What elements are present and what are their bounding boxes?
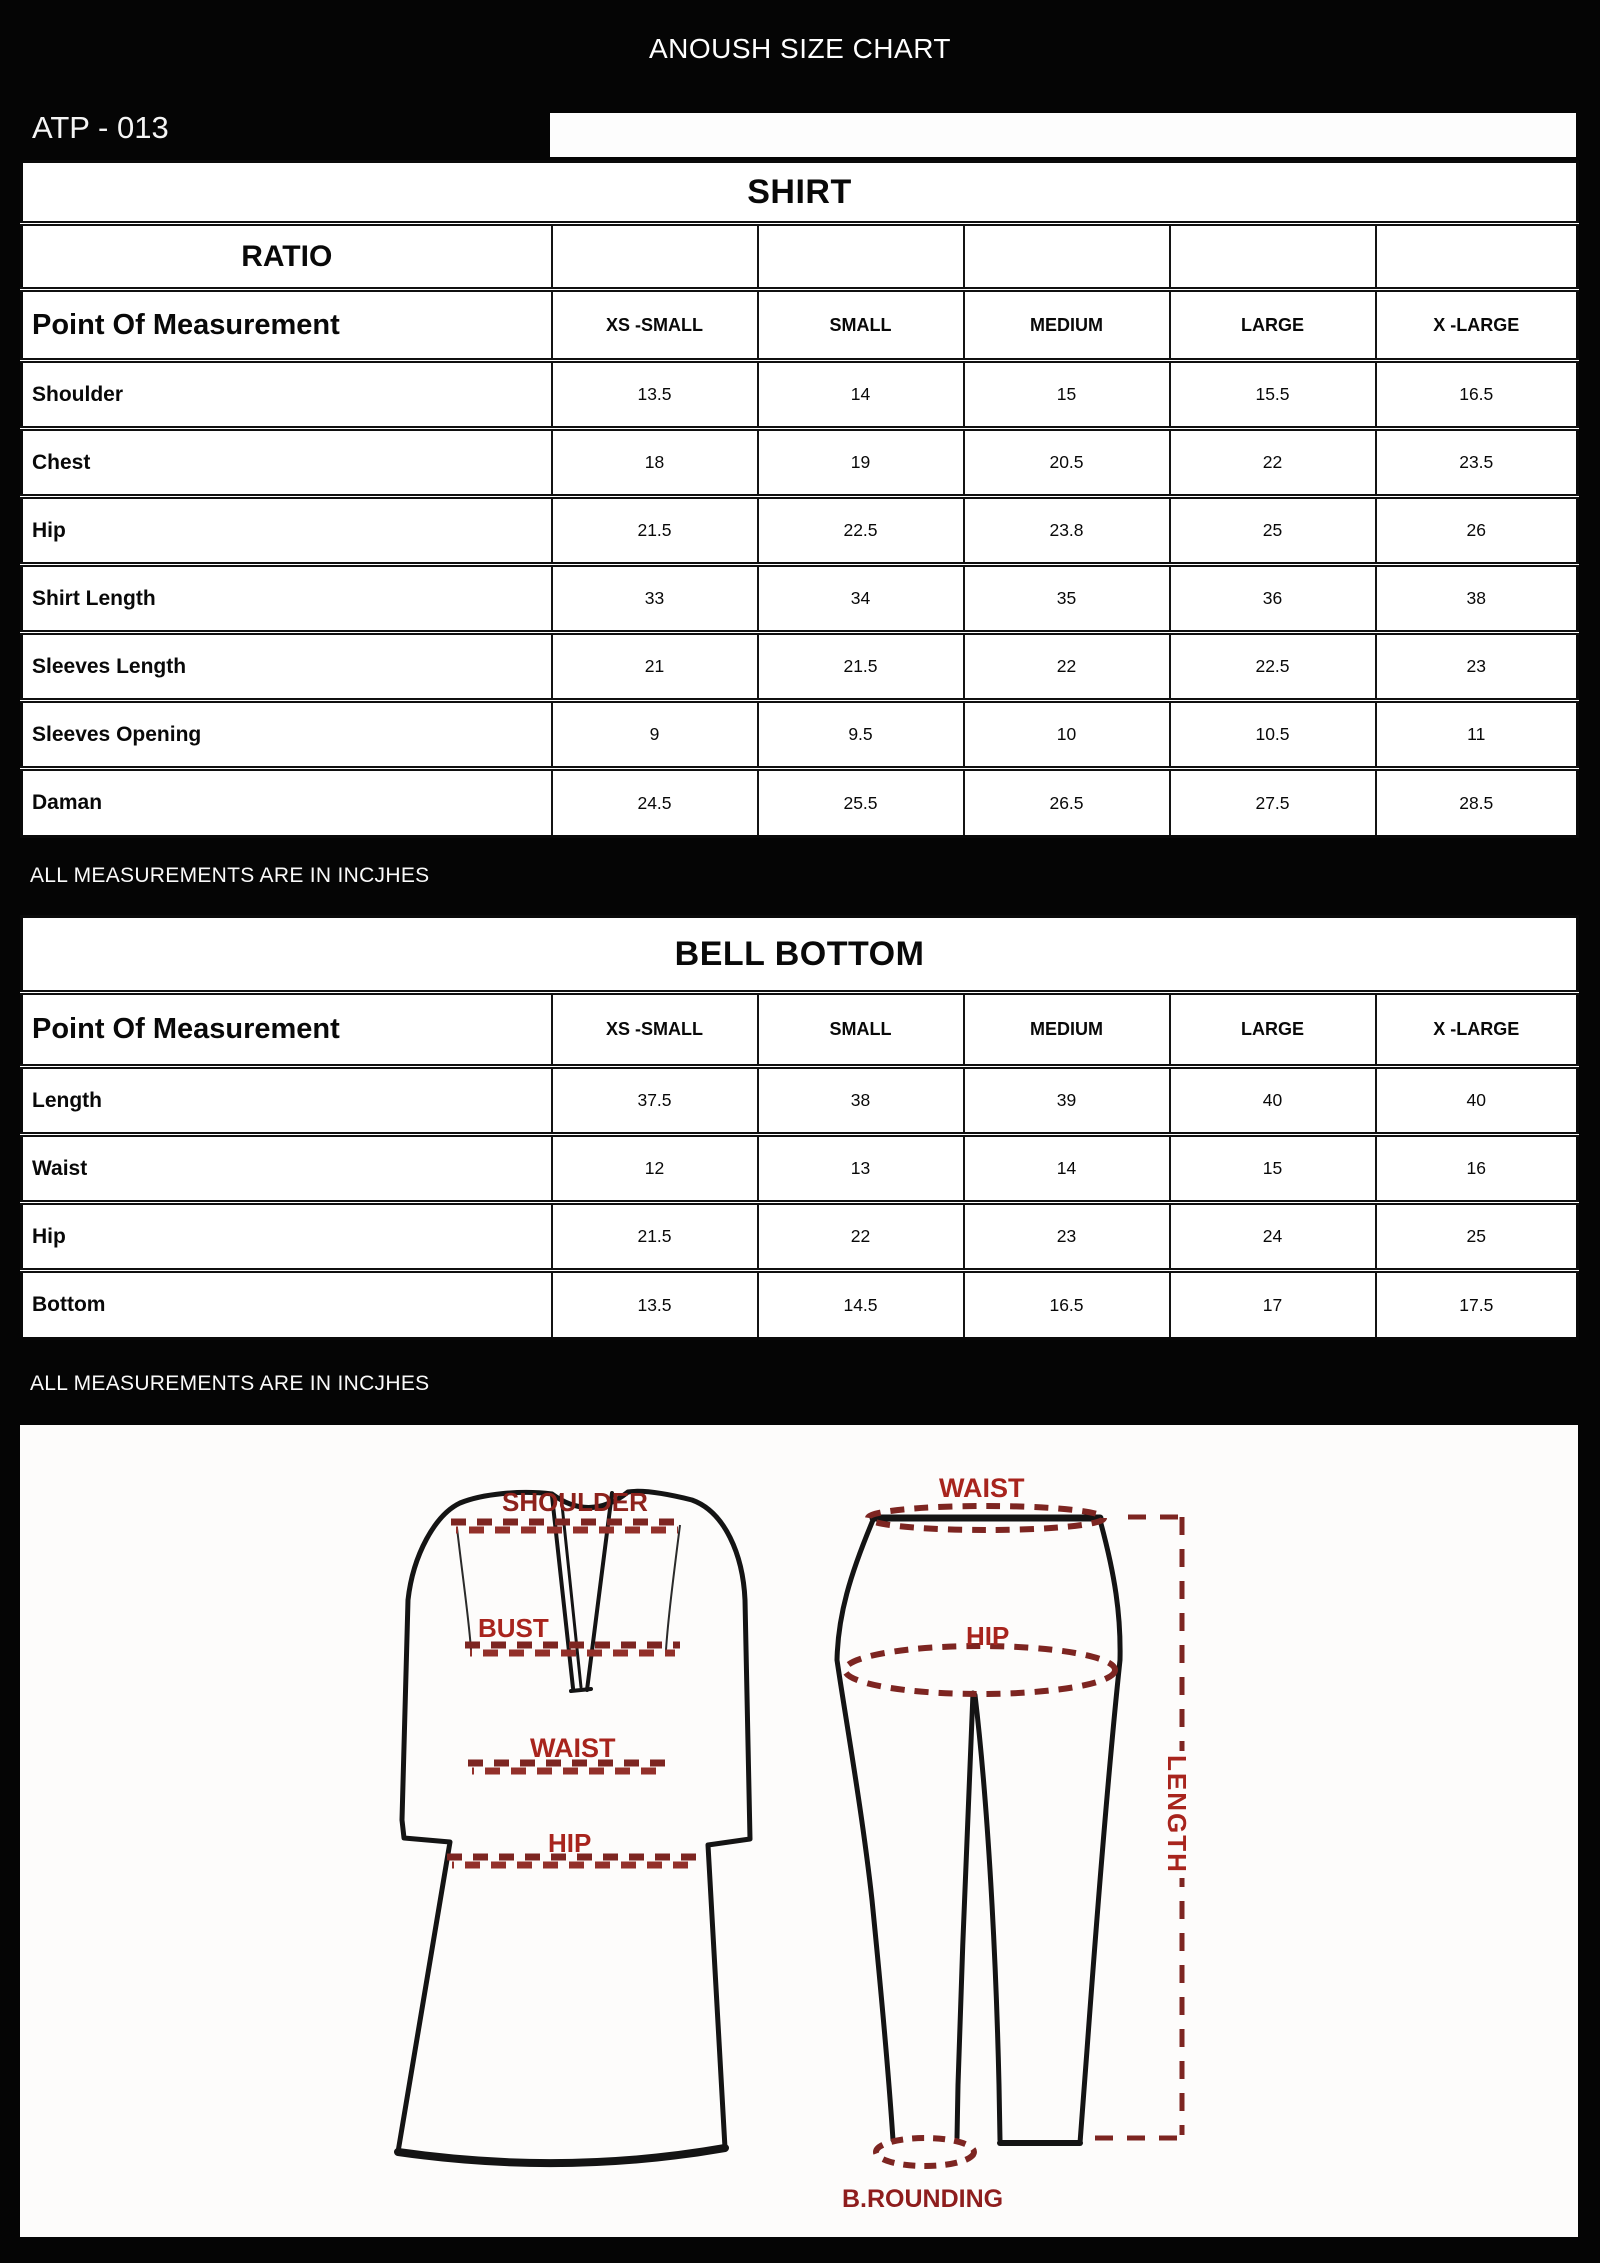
row-label: Bottom <box>22 1271 552 1339</box>
cell: 35 <box>964 565 1170 633</box>
ratio-row <box>22 224 1578 290</box>
cell: 12 <box>552 1135 758 1203</box>
cell: 15 <box>1170 1135 1376 1203</box>
cell: 38 <box>1376 565 1578 633</box>
bell-pom-label: Point Of Measurement <box>22 993 552 1067</box>
row-label: Daman <box>22 769 552 837</box>
shirt-size-table <box>20 160 1579 838</box>
row-label: Sleeves Length <box>22 633 552 701</box>
hip-pants-measure-label: HIP <box>966 1621 1010 1651</box>
cell: 21 <box>552 633 758 701</box>
cell: 9.5 <box>758 701 964 769</box>
size-header-xs: XS -SMALL <box>552 290 758 361</box>
cell: 13.5 <box>552 1271 758 1339</box>
cell: 22.5 <box>758 497 964 565</box>
shirt-pom-label: Point Of Measurement <box>22 290 552 361</box>
garment-measurement-illustration <box>20 1425 1578 2237</box>
bell-header-row <box>22 993 1578 1067</box>
measurement-note-bell: ALL MEASUREMENTS ARE IN INCJHES <box>30 1372 430 1395</box>
shirt-title: SHIRT <box>747 172 852 211</box>
size-header-s: SMALL <box>758 993 964 1067</box>
cell: 25 <box>1376 1203 1578 1271</box>
table-row <box>22 701 1578 769</box>
cell: 25 <box>1170 497 1376 565</box>
cell: 14 <box>758 361 964 429</box>
waist-shirt-measure-label: WAIST <box>530 1733 616 1763</box>
cell: 13 <box>758 1135 964 1203</box>
size-header-xs: XS -SMALL <box>552 993 758 1067</box>
cell: 21.5 <box>552 497 758 565</box>
cell: 34 <box>758 565 964 633</box>
table-row <box>22 497 1578 565</box>
cell: 16 <box>1376 1135 1578 1203</box>
cell: 15.5 <box>1170 361 1376 429</box>
cell: 36 <box>1170 565 1376 633</box>
b-rounding-measure-label: B.ROUNDING <box>842 2185 1004 2213</box>
cell: 22 <box>1170 429 1376 497</box>
cell: 40 <box>1170 1067 1376 1135</box>
cell: 37.5 <box>552 1067 758 1135</box>
cell: 17 <box>1170 1271 1376 1339</box>
kurta-measure-dashes <box>447 1522 697 1865</box>
cell: 15 <box>964 361 1170 429</box>
size-header-s: SMALL <box>758 290 964 361</box>
size-header-l: LARGE <box>1170 290 1376 361</box>
cell: 39 <box>964 1067 1170 1135</box>
cell: 26 <box>1376 497 1578 565</box>
row-label: Shoulder <box>22 361 552 429</box>
cell: 10.5 <box>1170 701 1376 769</box>
row-label: Shirt Length <box>22 565 552 633</box>
cell: 20.5 <box>964 429 1170 497</box>
cell: 38 <box>758 1067 964 1135</box>
cell: 26.5 <box>964 769 1170 837</box>
row-label: Hip <box>22 497 552 565</box>
ratio-label: RATIO <box>22 224 552 290</box>
cell: 19 <box>758 429 964 497</box>
cell: 24.5 <box>552 769 758 837</box>
cell: 21.5 <box>552 1203 758 1271</box>
cell: 23.5 <box>1376 429 1578 497</box>
cell: 23 <box>964 1203 1170 1271</box>
table-row <box>22 1203 1578 1271</box>
cell: 13.5 <box>552 361 758 429</box>
cell: 24 <box>1170 1203 1376 1271</box>
header-blank-box <box>550 113 1576 157</box>
cell: 18 <box>552 429 758 497</box>
cell: 40 <box>1376 1067 1578 1135</box>
shoulder-measure-label: SHOULDER <box>502 1487 648 1517</box>
cell: 17.5 <box>1376 1271 1578 1339</box>
row-label: Length <box>22 1067 552 1135</box>
measurement-diagram-panel <box>20 1425 1578 2237</box>
table-row <box>22 1271 1578 1339</box>
cell: 21.5 <box>758 633 964 701</box>
cell: 25.5 <box>758 769 964 837</box>
size-header-xl: X -LARGE <box>1376 993 1578 1067</box>
cell: 28.5 <box>1376 769 1578 837</box>
size-header-m: MEDIUM <box>964 290 1170 361</box>
bust-measure-label: BUST <box>478 1613 549 1643</box>
bell-bottom-size-table <box>20 915 1579 1340</box>
bell-title-row <box>22 917 1578 993</box>
cell: 22 <box>758 1203 964 1271</box>
cell: 22.5 <box>1170 633 1376 701</box>
shirt-title-row <box>22 162 1578 224</box>
cell: 11 <box>1376 701 1578 769</box>
pants-outline <box>837 1518 1120 2143</box>
length-measure-label: LENGTH <box>1162 1751 1192 1878</box>
cell: 14 <box>964 1135 1170 1203</box>
shirt-header-row <box>22 290 1578 361</box>
hip-shirt-measure-label: HIP <box>548 1828 592 1858</box>
cell: 10 <box>964 701 1170 769</box>
size-header-m: MEDIUM <box>964 993 1170 1067</box>
cell: 16.5 <box>964 1271 1170 1339</box>
cell: 14.5 <box>758 1271 964 1339</box>
cell: 23 <box>1376 633 1578 701</box>
cell: 27.5 <box>1170 769 1376 837</box>
waist-pants-measure-label: WAIST <box>939 1473 1025 1503</box>
size-header-l: LARGE <box>1170 993 1376 1067</box>
cell: 23.8 <box>964 497 1170 565</box>
cell: 33 <box>552 565 758 633</box>
cell: 22 <box>964 633 1170 701</box>
bell-title: BELL BOTTOM <box>674 934 925 973</box>
table-row <box>22 769 1578 837</box>
table-row <box>22 361 1578 429</box>
row-label: Waist <box>22 1135 552 1203</box>
table-row <box>22 565 1578 633</box>
table-row <box>22 1135 1578 1203</box>
row-label: Hip <box>22 1203 552 1271</box>
style-code: ATP - 013 <box>32 110 169 145</box>
pants-measure-dashes <box>845 1506 1182 2166</box>
size-header-xl: X -LARGE <box>1376 290 1578 361</box>
cell: 16.5 <box>1376 361 1578 429</box>
cell: 9 <box>552 701 758 769</box>
table-row <box>22 633 1578 701</box>
table-row <box>22 429 1578 497</box>
page-title: ANOUSH SIZE CHART <box>648 33 952 64</box>
row-label: Sleeves Opening <box>22 701 552 769</box>
row-label: Chest <box>22 429 552 497</box>
table-row <box>22 1067 1578 1135</box>
measurement-note-shirt: ALL MEASUREMENTS ARE IN INCJHES <box>30 864 430 887</box>
